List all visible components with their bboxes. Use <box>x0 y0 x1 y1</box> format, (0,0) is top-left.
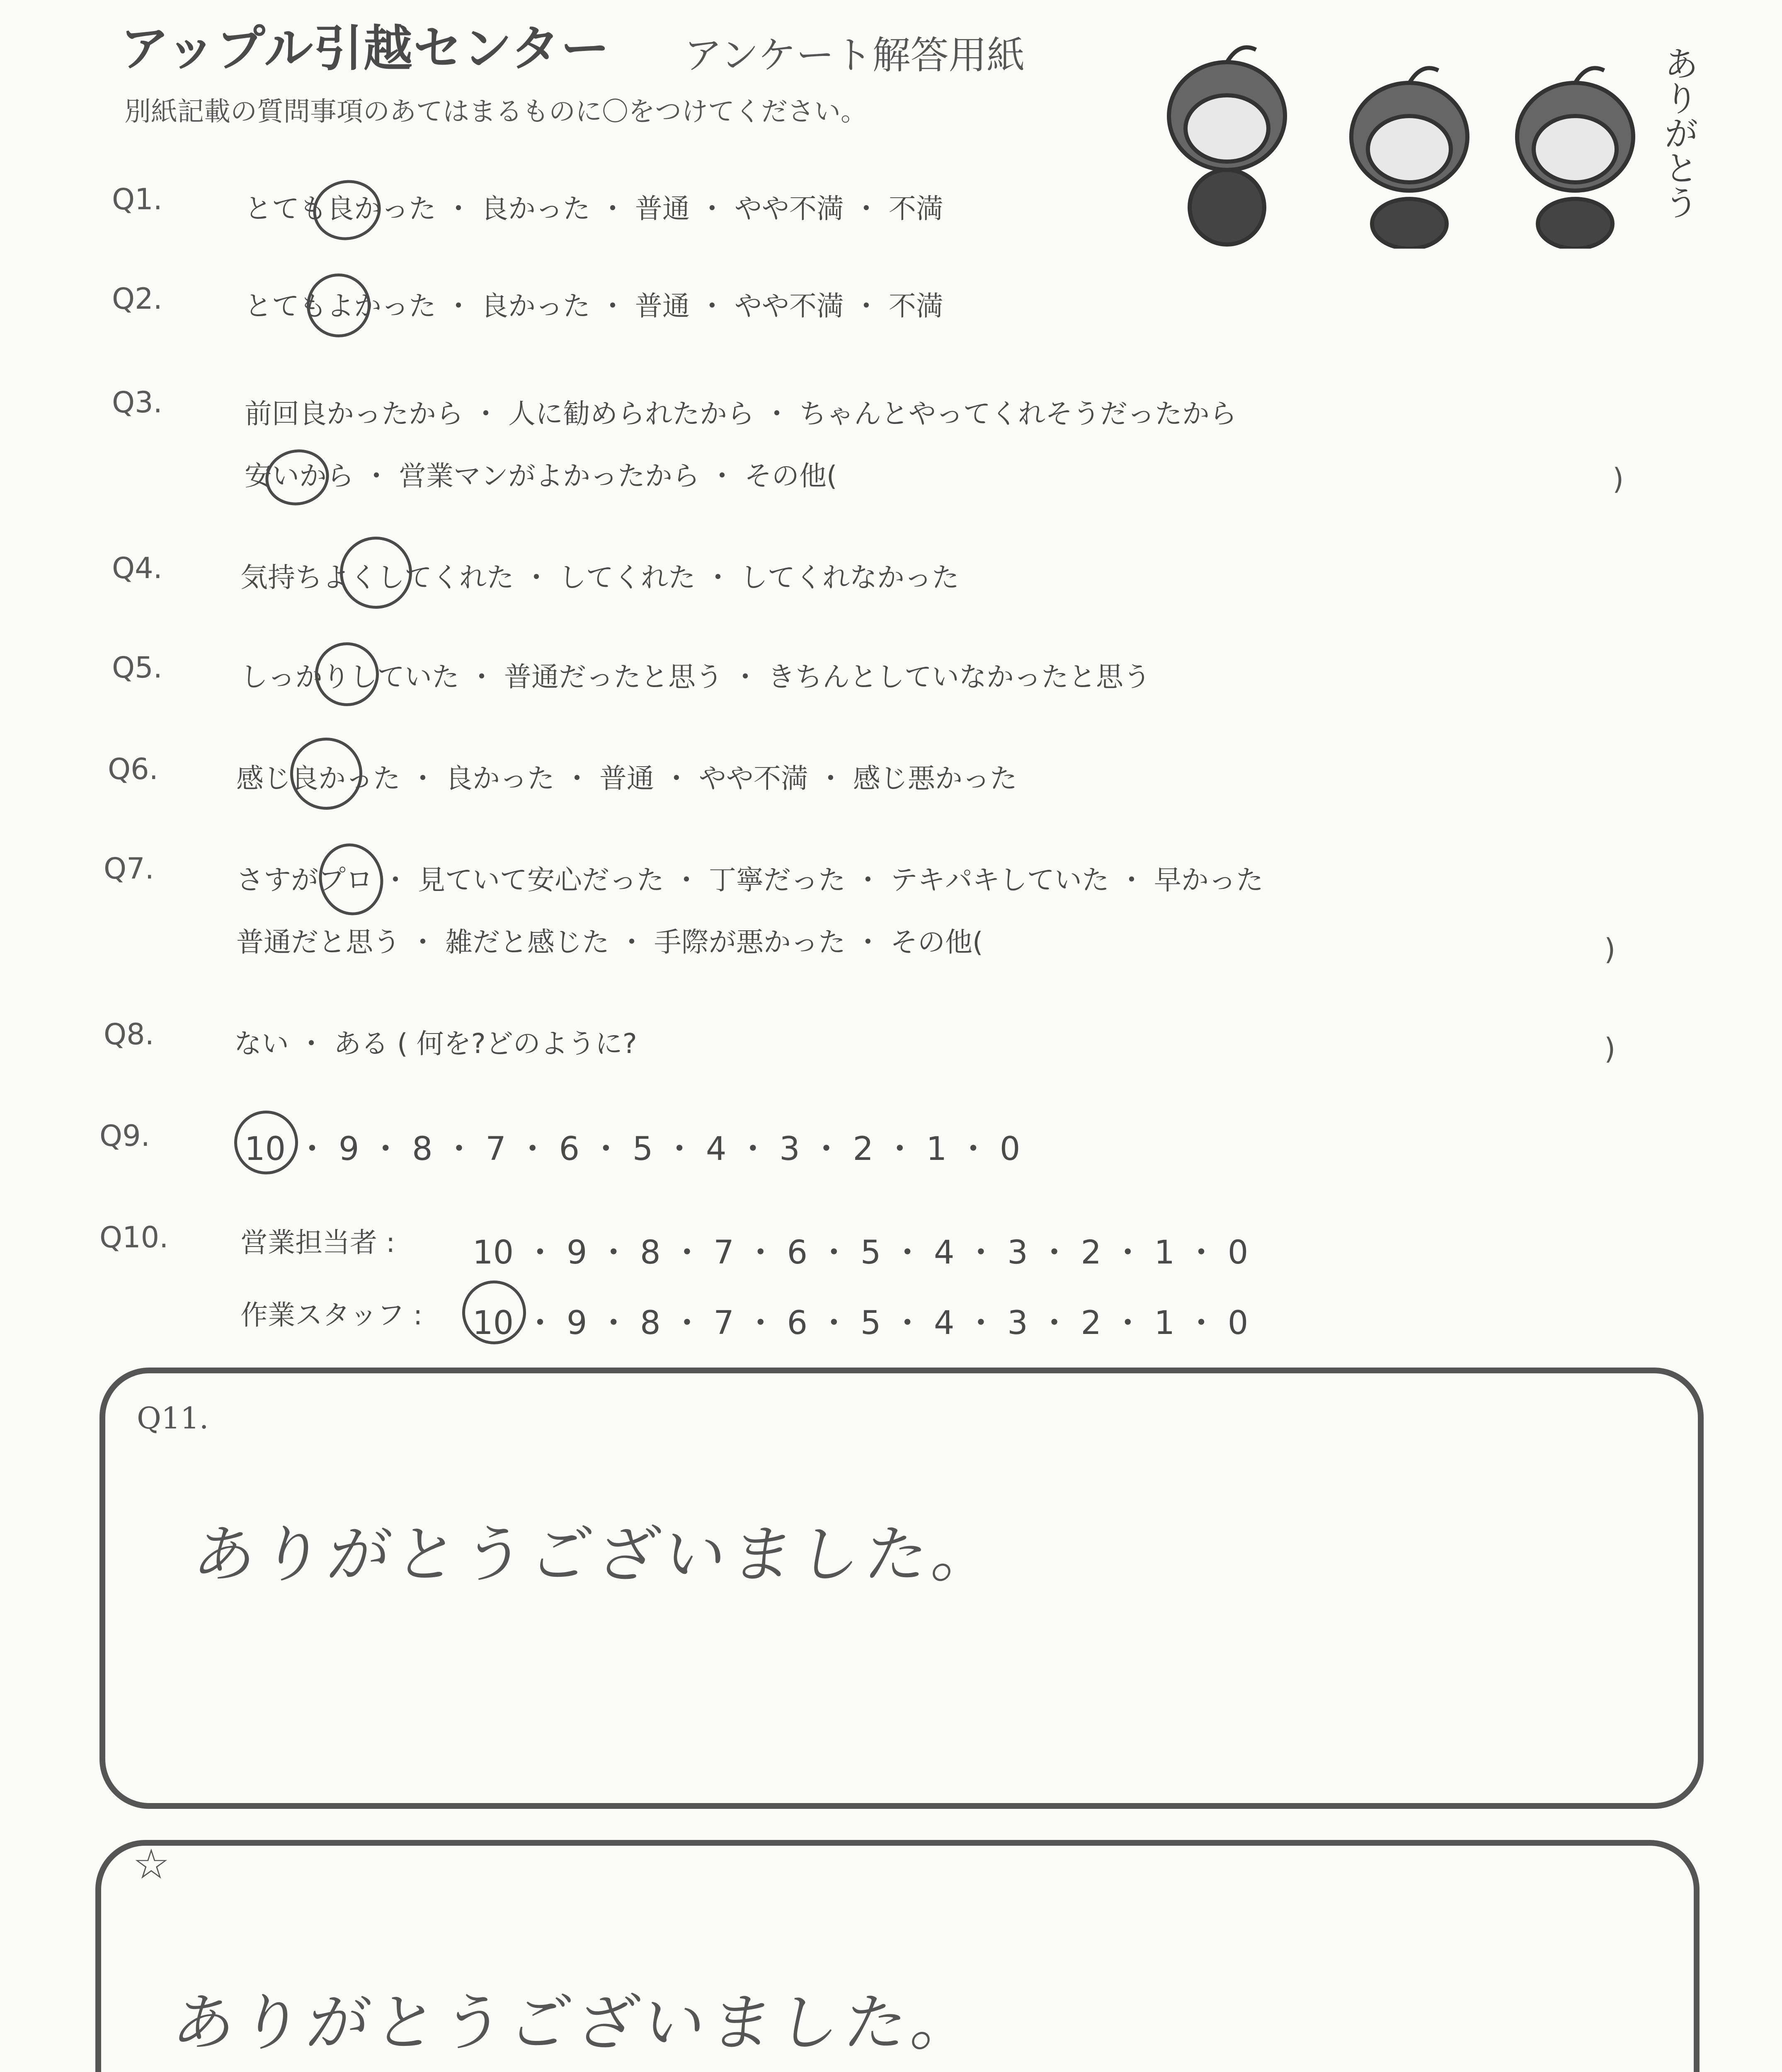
star-handwritten-comment: ありがとうございました。 <box>168 1987 984 2059</box>
q7-options-line2: 普通だと思う ・ 雑だと感じた ・ 手際が悪かった ・ その他( <box>236 926 983 958</box>
q3-options-line2: 安いから ・ 営業マンがよかったから ・ その他( <box>245 460 837 492</box>
q6-options: 感じ良かった ・ 良かった ・ 普通 ・ やや不満 ・ 感じ悪かった <box>236 762 1017 794</box>
instruction-text: 別紙記載の質問事項のあてはまるものに〇をつけてください。 <box>124 97 867 127</box>
q10-staff-scale: 10 ・ 9 ・ 8 ・ 7 ・ 6 ・ 5 ・ 4 ・ 3 ・ 2 ・ 1 ・ 0 <box>473 1305 1249 1342</box>
q11-label: Q11. <box>137 1401 209 1435</box>
q6-label: Q6. <box>108 752 158 786</box>
q10-sales-label: 営業担当者 : <box>240 1227 395 1259</box>
q9-label: Q9. <box>99 1119 150 1153</box>
q7-options-line1: さすがプロ ・ 見ていて安心だった ・ 丁寧だった ・ テキパキしていた ・ 早かった <box>236 864 1263 896</box>
q4-label: Q4. <box>112 551 162 585</box>
q3-options-line1: 前回良かったから ・ 人に勧められたから ・ ちゃんとやってくれそうだったから <box>245 398 1237 430</box>
q6-answer-circle <box>284 731 369 816</box>
q7-answer-circle <box>313 838 390 921</box>
star-label: ☆ <box>133 1840 170 1888</box>
q11-handwritten-comment: ありがとうございました。 <box>189 1519 1005 1591</box>
arigatou-decoration-text: ありがとう <box>1658 46 1699 220</box>
q8-options: ない ・ ある ( 何を?どのように? <box>234 1028 637 1060</box>
q3-close-paren: ) <box>1612 462 1624 496</box>
q4-options: 気持ちよくしてくれた ・ してくれた ・ してくれなかった <box>240 562 959 593</box>
q5-label: Q5. <box>112 651 162 685</box>
survey-form-subtitle: アンケート解答用紙 <box>684 33 1025 77</box>
q4-answer-circle <box>333 530 419 615</box>
q7-label: Q7. <box>104 852 154 886</box>
q10-staff-label: 作業スタッフ : <box>240 1299 423 1331</box>
q2-label: Q2. <box>112 282 162 316</box>
q5-answer-circle <box>309 637 385 712</box>
monkey-mascots-illustration <box>1144 33 1708 249</box>
q7-close-paren: ) <box>1604 932 1616 966</box>
q3-label: Q3. <box>112 385 162 419</box>
q10-sales-scale: 10 ・ 9 ・ 8 ・ 7 ・ 6 ・ 5 ・ 4 ・ 3 ・ 2 ・ 1 ・ 0 <box>473 1234 1249 1271</box>
q8-close-paren: ) <box>1604 1032 1616 1066</box>
q1-options: とても良かった ・ 良かった ・ 普通 ・ やや不満 ・ 不満 <box>245 193 943 225</box>
survey-company-title: アップル引越センター <box>120 20 611 77</box>
q10-label: Q10. <box>99 1220 169 1254</box>
q1-label: Q1. <box>112 182 162 216</box>
q1-answer-circle <box>308 174 386 247</box>
q5-options: しっかりしていた ・ 普通だったと思う ・ きちんとしていなかったと思う <box>240 661 1151 693</box>
q9-scale: 10 ・ 9 ・ 8 ・ 7 ・ 6 ・ 5 ・ 4 ・ 3 ・ 2 ・ 1 ・ 0 <box>245 1130 1021 1168</box>
q2-answer-circle <box>301 268 377 344</box>
q2-options: とてもよかった ・ 良かった ・ 普通 ・ やや不満 ・ 不満 <box>245 290 943 322</box>
q8-label: Q8. <box>104 1017 154 1051</box>
